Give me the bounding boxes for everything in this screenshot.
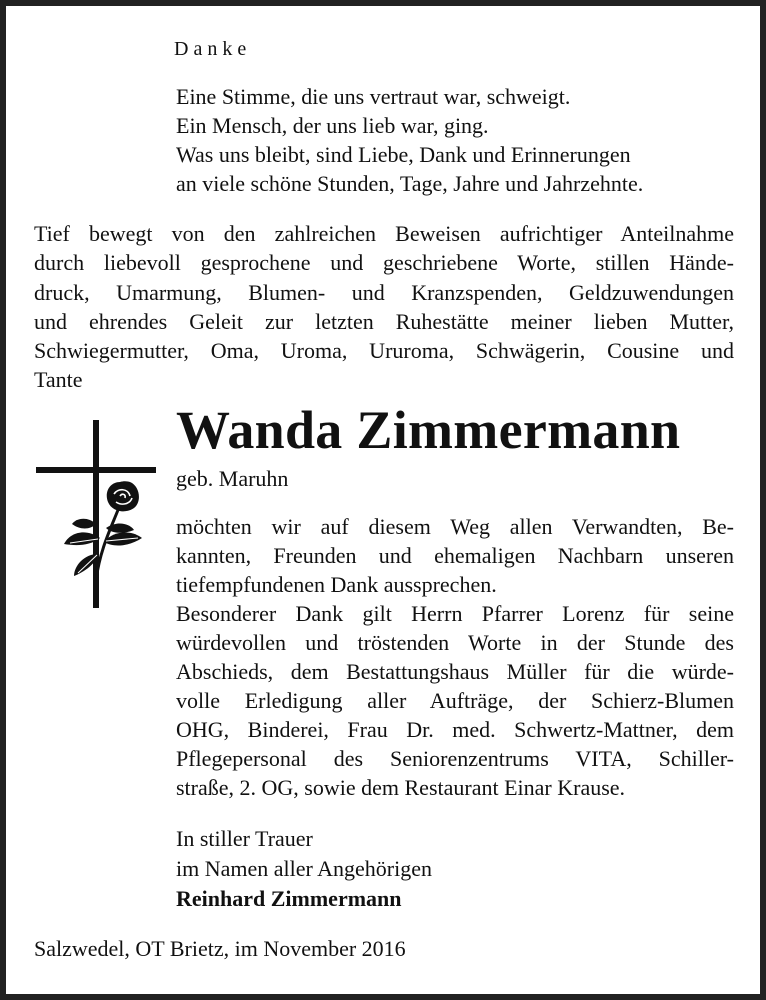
poem-line-3: Was uns bleibt, sind Liebe, Dank und Erinnerungen	[176, 142, 631, 167]
thanks-line-2: kannten, Freunden und ehemaligen Nachbarn unseren	[176, 543, 734, 568]
intro-line-5: Schwiegermutter, Oma, Uroma, Ururoma, Schwägerin, Cousine und	[34, 338, 734, 363]
intro-line-1: Tief bewegt von den zahlreichen Beweisen aufrichtiger Anteilnahme	[34, 221, 734, 246]
thanks-line-6: Abschieds, dem Bestattungshaus Müller für die würde-	[176, 659, 734, 684]
birth-name: geb. Maruhn	[176, 466, 289, 491]
notice-heading: Danke	[174, 38, 252, 60]
thanks-line-4: Besonderer Dank gilt Herrn Pfarrer Lorenz für seine	[176, 601, 734, 626]
deceased-name: Wanda Zimmermann	[176, 400, 681, 460]
cross-with-rose-icon	[30, 420, 160, 610]
thanks-line-3: tiefempfundenen Dank aussprechen.	[176, 572, 497, 597]
place-date: Salzwedel, OT Brietz, im November 2016	[34, 936, 406, 961]
signer-name: Reinhard Zimmermann	[176, 886, 402, 911]
closing-line-1: In stiller Trauer	[176, 826, 313, 851]
thanks-line-10: straße, 2. OG, sowie dem Restaurant Einar Krause.	[176, 775, 626, 800]
thanks-line-9: Pflegepersonal des Seniorenzentrums VITA, Schiller-	[176, 746, 734, 771]
poem-line-2: Ein Mensch, der uns lieb war, ging.	[176, 113, 489, 138]
intro-line-6: Tante	[34, 367, 83, 392]
poem-line-1: Eine Stimme, die uns vertraut war, schweigt.	[176, 84, 571, 109]
closing-line-2: im Namen aller Angehörigen	[176, 856, 432, 881]
thanks-line-1: möchten wir auf diesem Weg allen Verwandten, Be-	[176, 514, 734, 539]
thanks-line-7: volle Erledigung aller Aufträge, der Schierz-Blumen	[176, 688, 734, 713]
intro-line-2: durch liebevoll gesprochene und geschriebene Worte, stillen Hände-	[34, 250, 734, 275]
intro-line-4: und ehrendes Geleit zur letzten Ruhestätte meiner lieben Mutter,	[34, 309, 734, 334]
thanks-line-8: OHG, Binderei, Frau Dr. med. Schwertz-Mattner, dem	[176, 717, 734, 742]
intro-line-3: druck, Umarmung, Blumen- und Kranzspenden, Geldzuwendungen	[34, 280, 734, 305]
thanks-line-5: würdevollen und tröstenden Worte in der Stunde des	[176, 630, 734, 655]
poem-line-4: an viele schöne Stunden, Tage, Jahre und Jahrzehnte.	[176, 171, 644, 196]
